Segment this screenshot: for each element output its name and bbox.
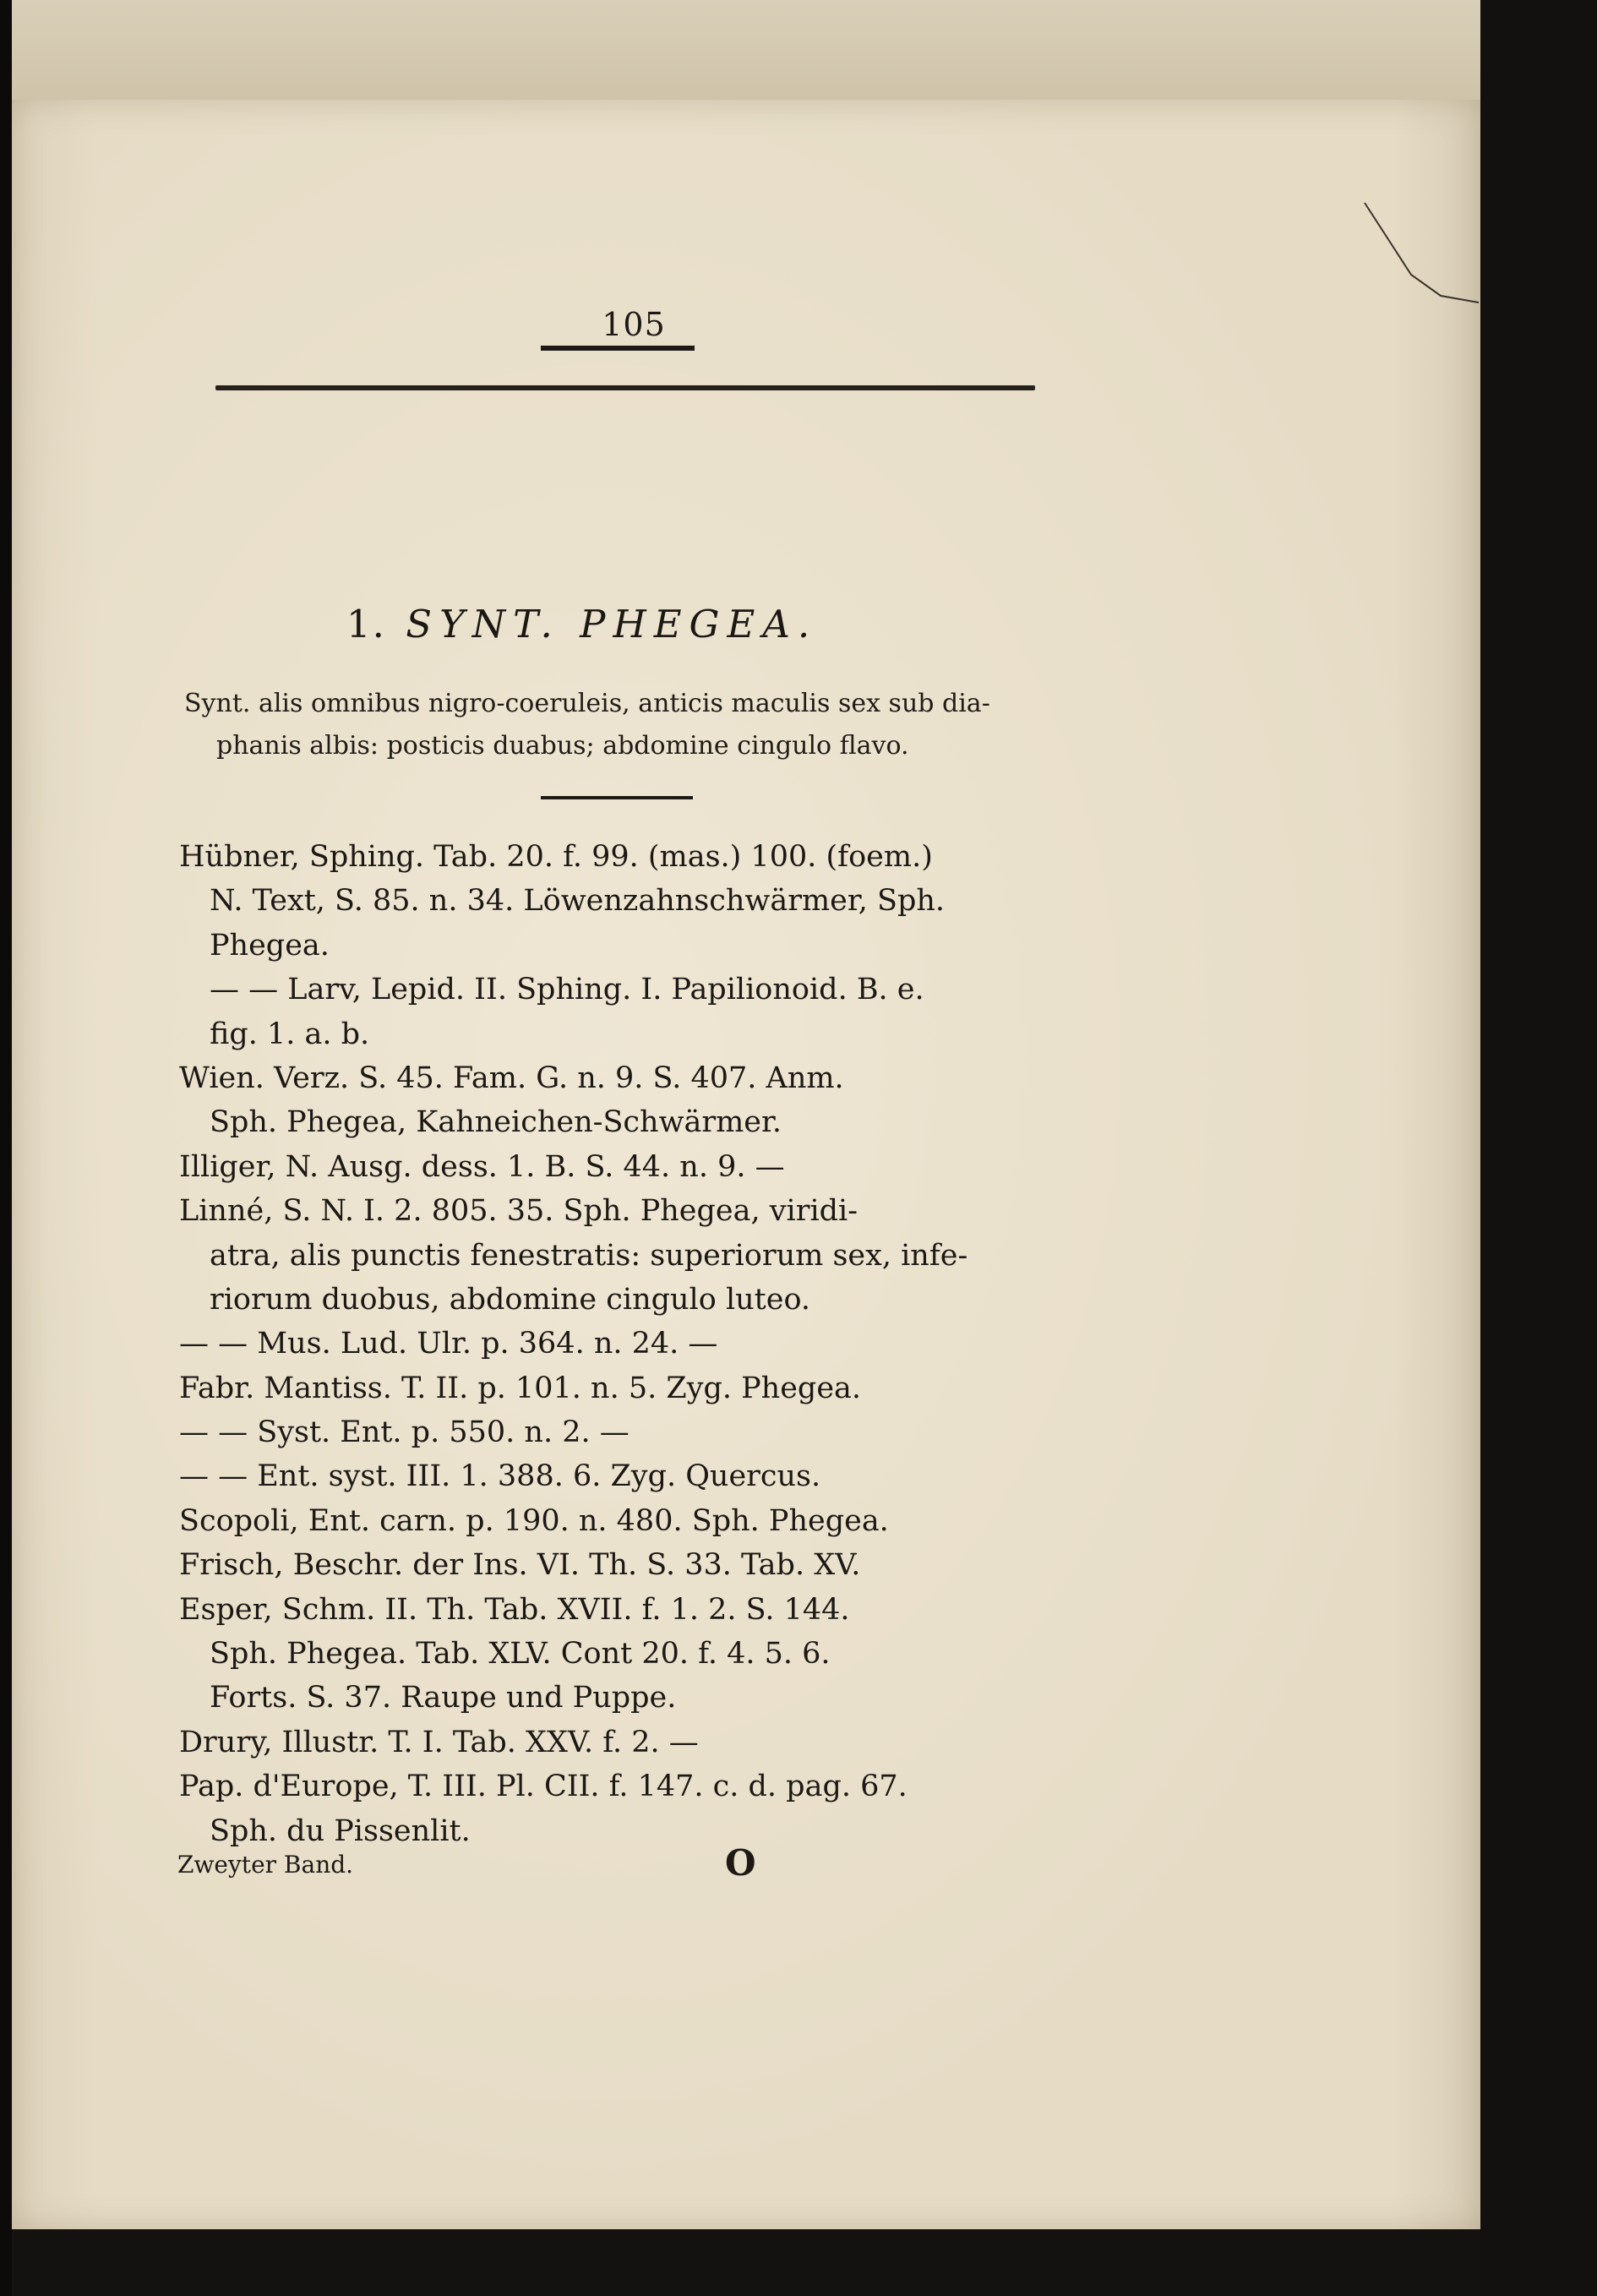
reference-line: Sph. Phegea. Tab. XLV. Cont 20. f. 4. 5. 6. [210, 1637, 831, 1672]
reference-line: — — Larv, Lepid. II. Sphing. I. Papilionoid. B. e. [210, 973, 924, 1007]
reference-line: Sph. du Pissenlit. [210, 1813, 471, 1848]
page-number: 105 [602, 306, 666, 343]
reference-line: Forts. S. 37. Raupe und Puppe. [210, 1681, 677, 1715]
catchword: Zweyter Band. [177, 1851, 354, 1879]
diagnosis-line: phanis albis: posticis duabus; abdomine cingulo flavo. [216, 731, 909, 761]
reference-line: — — Ent. syst. III. 1. 388. 6. Zyg. Quercus. [179, 1459, 821, 1494]
reference-line: Frisch, Beschr. der Ins. VI. Th. S. 33. Tab. XV. [179, 1548, 861, 1583]
species-title [346, 602, 1107, 646]
reference-line: Pap. d'Europe, T. III. Pl. CII. f. 147. c. d. pag. 67. [179, 1770, 908, 1804]
reference-line: Drury, Illustr. T. I. Tab. XXV. f. 2. — [179, 1725, 699, 1759]
signature-mark: O [725, 1842, 756, 1884]
section-rule [541, 796, 693, 799]
reference-line: Wien. Verz. S. 45. Fam. G. n. 9. S. 407. Anm. [179, 1061, 844, 1095]
reference-line: fig. 1. a. b. [210, 1017, 370, 1051]
reference-line: N. Text, S. 85. n. 34. Löwenzahnschwärmer, Sph. [210, 884, 946, 919]
page-number-underline [541, 346, 695, 351]
species-diagnosis [184, 683, 1055, 767]
reference-line: Esper, Schm. II. Th. Tab. XVII. f. 1. 2. S. 144. [179, 1592, 850, 1627]
reference-line: — — Syst. Ent. p. 550. n. 2. — [179, 1415, 630, 1450]
scan-edge-left [0, 0, 12, 2296]
species-number: 1. [346, 602, 386, 646]
reference-list [179, 835, 1066, 1853]
species-name: SYNT. PHEGEA. [406, 602, 818, 646]
reference-line: riorum duobus, abdomine cingulo luteo. [210, 1282, 811, 1317]
header-rule [215, 385, 1035, 390]
reference-line: Fabr. Mantiss. T. II. p. 101. n. 5. Zyg. Phegea. [179, 1371, 862, 1405]
page-fold-line [1360, 194, 1487, 304]
reference-line: — — Mus. Lud. Ulr. p. 364. n. 24. — [179, 1327, 718, 1361]
diagnosis-line: Synt. alis omnibus nigro-coeruleis, anticis maculis sex sub dia- [184, 689, 990, 718]
reference-line: Phegea. [210, 928, 330, 963]
reference-line: Sph. Phegea, Kahneichen-Schwärmer. [210, 1105, 782, 1140]
reference-line: Scopoli, Ent. carn. p. 190. n. 480. Sph. Phegea. [179, 1503, 889, 1538]
reference-line: Hübner, Sphing. Tab. 20. f. 99. (mas.) 100. (foem.) [179, 840, 933, 874]
reference-line: Illiger, N. Ausg. dess. 1. B. S. 44. n. 9. — [179, 1149, 785, 1184]
reference-line: atra, alis punctis fenestratis: superiorum sex, infe- [210, 1238, 968, 1273]
page-top-margin [12, 0, 1480, 100]
reference-line: Linné, S. N. I. 2. 805. 35. Sph. Phegea, viridi- [179, 1194, 858, 1229]
scan-background-right [1480, 0, 1597, 2296]
